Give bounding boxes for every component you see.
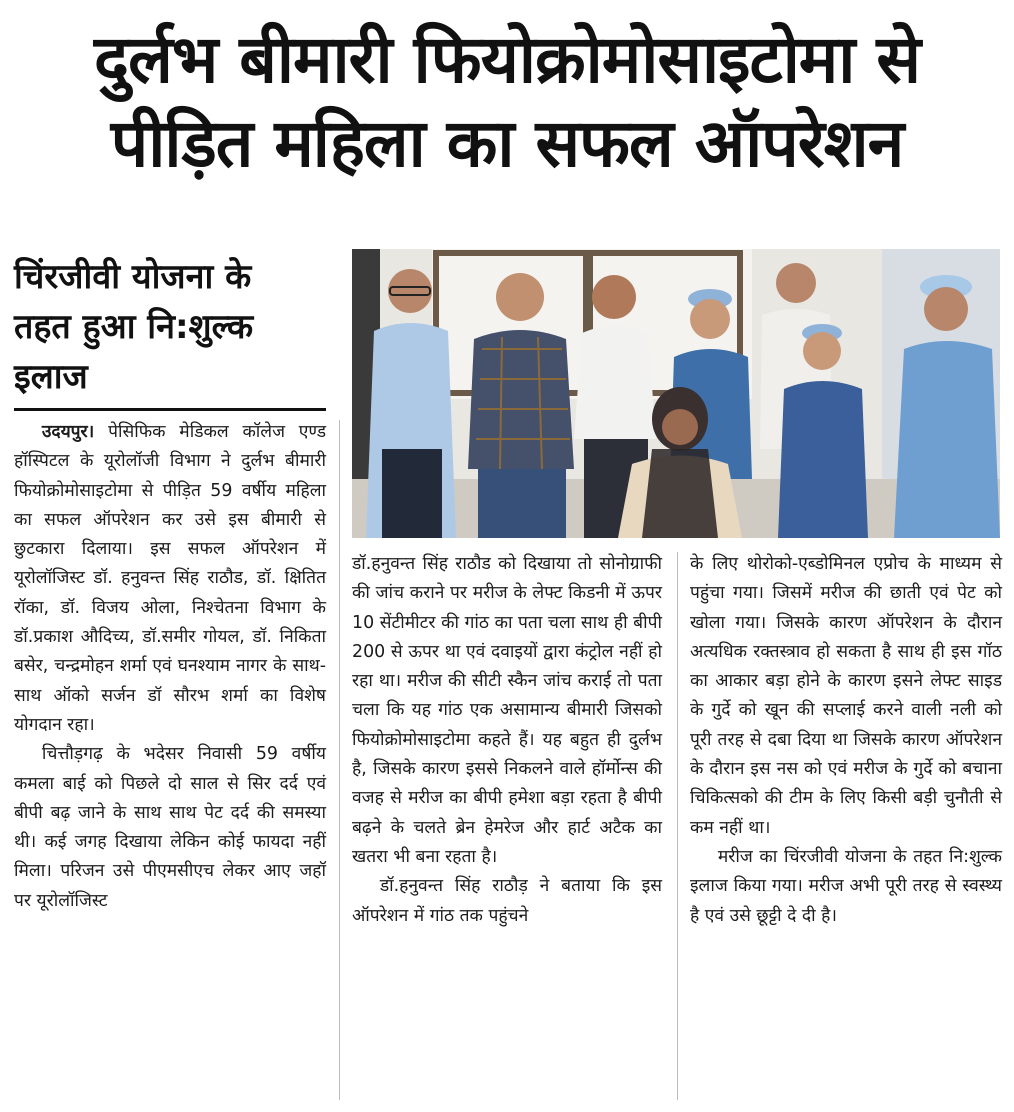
subheadline-line-3: इलाज: [14, 357, 88, 397]
paragraph-4: डॉ.हनुवन्त सिंह राठौड़ ने बताया कि इस ऑपरेशन में गांठ तक पहुंचने: [352, 876, 662, 926]
subheadline-rule: [14, 408, 326, 411]
subheadline-line-2: तहत हुआ नि:शुल्क: [14, 307, 254, 347]
headline-line-1: दुर्लभ बीमारी फियोक्रोमोसाइटोमा से: [94, 21, 920, 98]
headline: [10, 18, 1004, 186]
paragraph-3: डॉ.हनुवन्त सिंह राठौड को दिखाया तो सोनोग्राफी की जांच कराने पर मरीज के लेफ्ट किडनी में ऊपर 10 सेंटीमीटर की गांठ का पता चला साथ ही बीपी 200 से ऊपर था एवं दवाइयों द्वारा कंट्रोल नहीं हो रहा था। मरीज की सीटी स्कैन जांच कराई तो पता चला कि यह गांठ एक असामान्य बीमारी जिसको फियोक्रोमोसाइटोमा कहते हैं। यह बहुत ही दुर्लभ है, जिसके कारण इससे निकलने वाले हॉर्मोन्स की वजह से मरीज का बीपी हमेशा बड़ा रहता है बीपी बढ़ने के चलते ब्रेन हेमरेज और हार्ट अटैक का खतरा भी बना रहता है।: [352, 554, 662, 867]
dateline: उदयपुर।: [41, 422, 95, 442]
subheadline: [14, 252, 334, 402]
paragraph-1: [14, 418, 326, 740]
column-divider-2: [677, 552, 678, 1100]
paragraph-6: मरीज का चिंरजीवी योजना के तहत नि:शुल्क इलाज किया गया। मरीज अभी पूरी तरह से स्वस्थ्य है एवं उसे छूट्टी दे दी है।: [690, 846, 1002, 926]
paragraph-2: चित्तौड़गढ़ के भदेसर निवासी 59 वर्षीय कमला बाई को पिछले दो साल से सिर दर्द एवं बीपी बढ़ जाने के साथ साथ पेट दर्द की समस्या थी। कई जगह दिखाया लेकिन कोई फायदा नहीं मिला। परिजन उसे पीएमसीएच लेकर आए जहॉ पर यूरोलॉजिस्ट: [14, 744, 326, 911]
group-photo: [352, 249, 1000, 538]
article-column-2: [352, 550, 662, 931]
subheadline-line-1: चिंरजीवी योजना के: [14, 257, 252, 297]
column-divider-1: [339, 420, 340, 1100]
article-column-1: [14, 418, 326, 916]
paragraph-1-text: पेसिफिक मेडिकल कॉलेज एण्ड हॉस्पिटल के यूरोलॉजी विभाग ने दुर्लभ बीमारी फियोक्रोमोसाइटोमा से पीड़ित 59 वर्षीय महिला का सफल ऑपरेशन कर उसे इस बीमारी से छुटकारा दिलाया। इस सफल ऑपरेशन में यूरोलॉजिस्ट डॉ. हनुवन्त सिंह राठौड, डॉ. क्षितित रॉका, डॉ. विजय ओला, निश्चेतना विभाग के डॉ.प्रकाश औदिच्य, डॉ.समीर गोयल, डॉ. निकिता बसेर, चन्द्रमोहन शर्मा एवं घनश्याम नागर के साथ-साथ ऑको सर्जन डॉ सौरभ शर्मा का विशेष योगदान रहा।: [14, 422, 326, 735]
article-column-3: [690, 550, 1002, 931]
paragraph-5: के लिए थोरोको-एब्डोमिनल एप्रोच के माध्यम से पहुंचा गया। जिसमें मरीज की छाती एवं पेट को खोला गया। जिसके कारण ऑपरेशन के दौरान अत्यधिक रक्तस्त्राव हो सकता है साथ ही इस गॉठ का आकार बड़ा होने के कारण इसने लेफ्ट साइड के गुर्दे को खून की सप्लाई करने वाली नली को पूरी तरह से दबा दिया था जिसके कारण ऑपरेशन के दौरान इस नस को एवं मरीज के गुर्दे को बचाना चिकित्सको की टीम के लिए किसी बड़ी चुनौती से कम नहीं था।: [690, 554, 1002, 838]
headline-line-2: पीड़ित महिला का सफल ऑपरेशन: [110, 105, 904, 182]
